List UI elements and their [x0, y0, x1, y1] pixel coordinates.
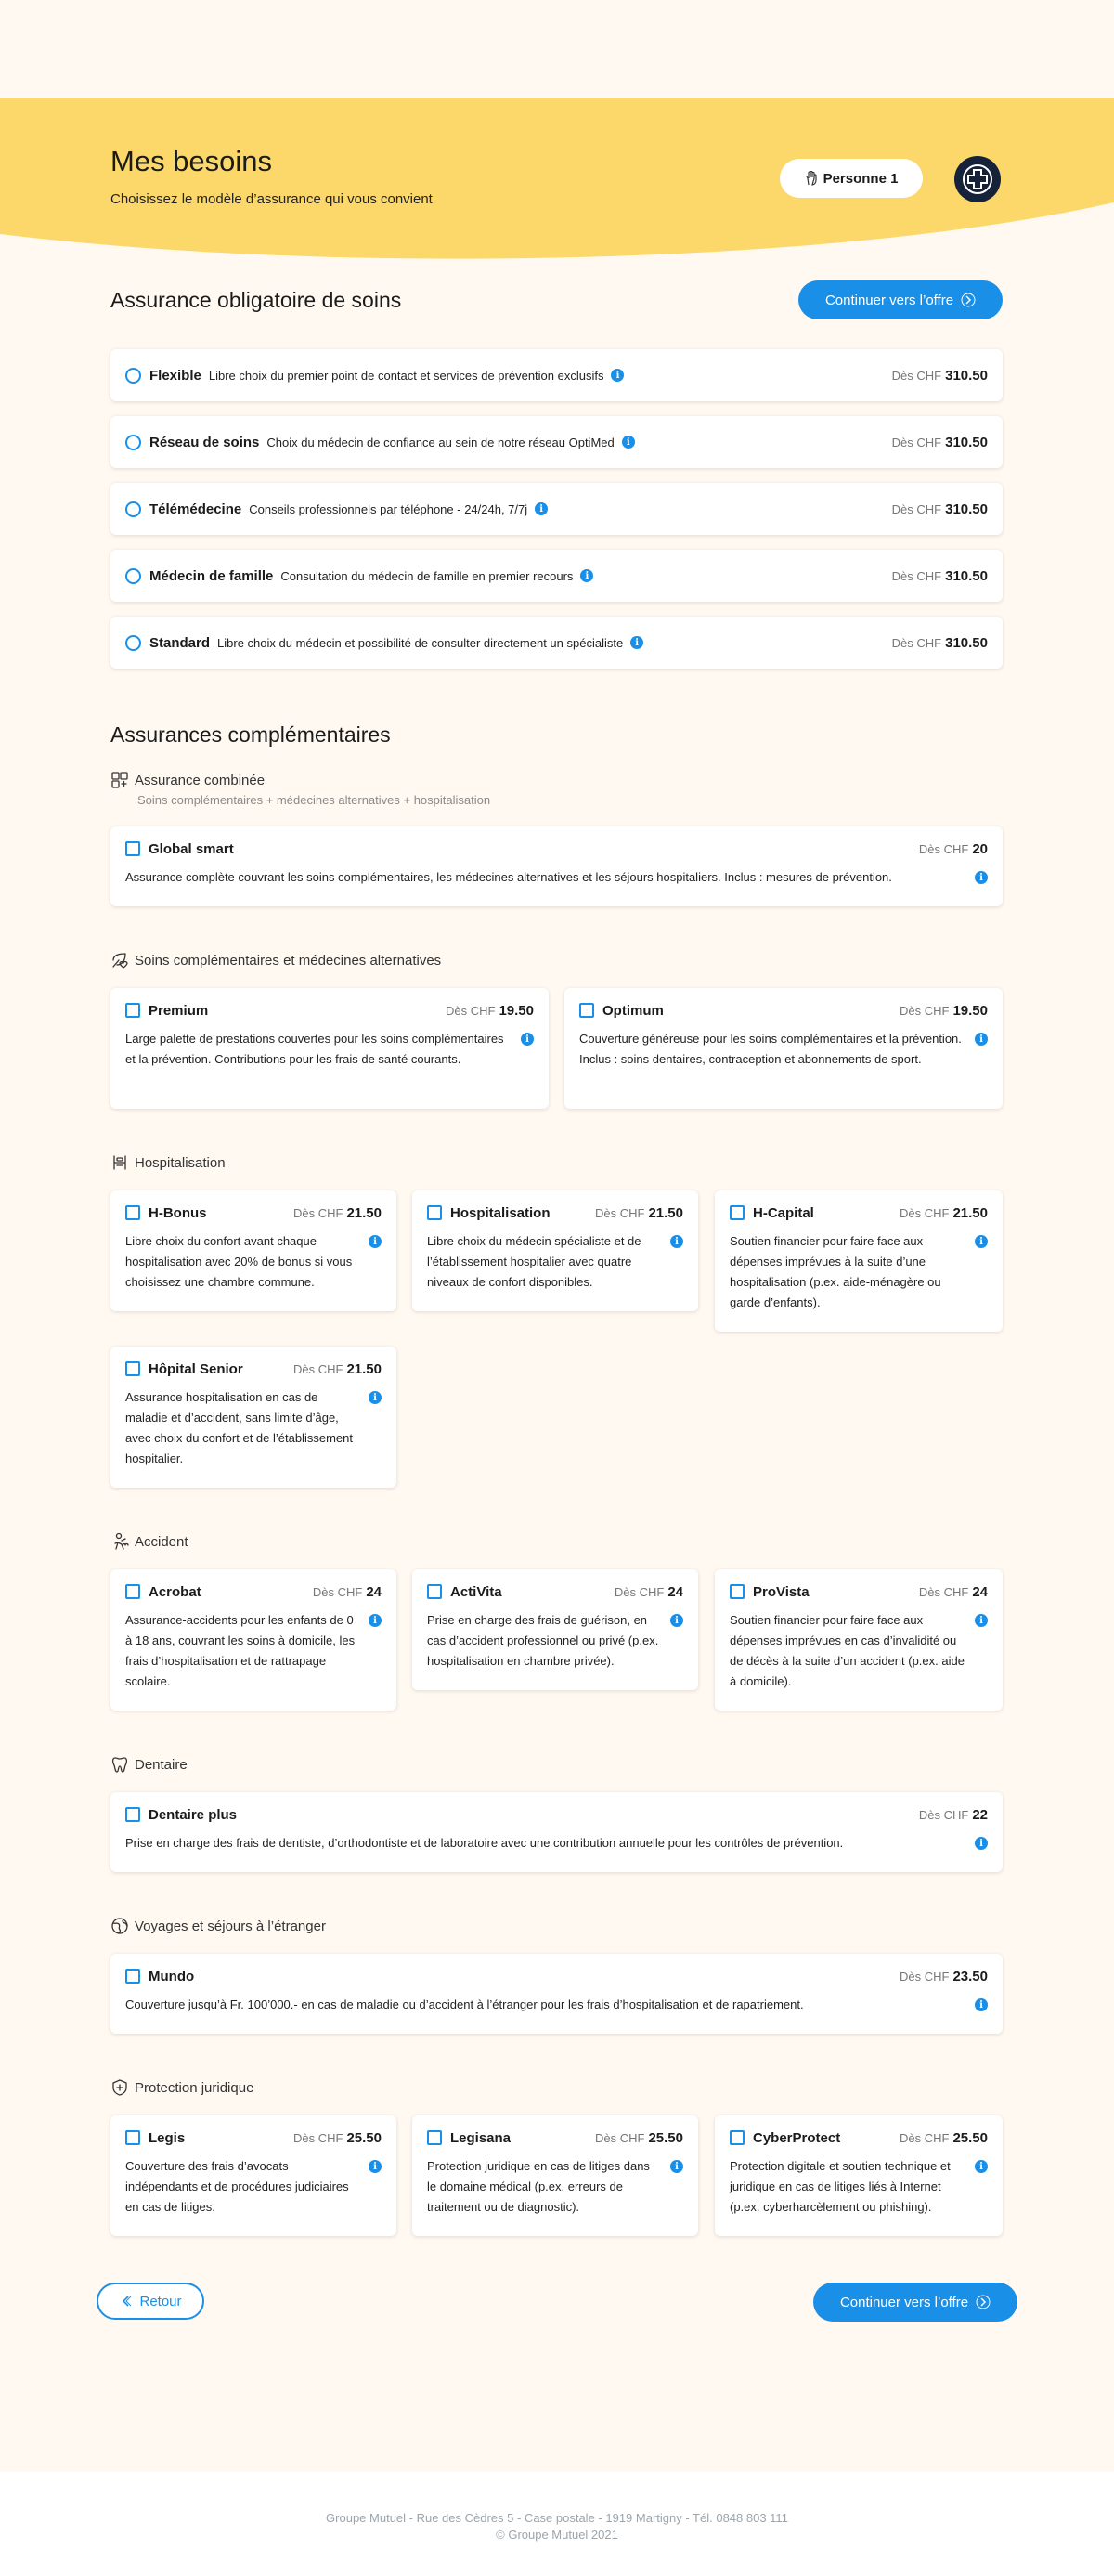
hero-banner: [0, 98, 1114, 264]
product-price: [595, 1205, 683, 1221]
hospital-icon: [110, 1153, 129, 1172]
price-value: 24: [972, 1583, 988, 1600]
option-price: [892, 368, 988, 384]
card-body: [730, 2156, 988, 2218]
info-icon[interactable]: i: [975, 1033, 988, 1046]
category-label: Protection juridique: [135, 2079, 254, 2096]
price-value: 310.50: [945, 634, 988, 651]
checkbox[interactable]: [125, 841, 140, 856]
continue-label: Continuer vers l’offre: [824, 292, 954, 308]
price-prefix: Dès CHF: [614, 1584, 665, 1599]
product-name: H-Capital: [753, 1204, 814, 1221]
option-name: Flexible: [149, 367, 201, 384]
card-header: [125, 1805, 988, 1824]
product-price: [293, 2130, 382, 2146]
price-prefix: Dès CHF: [595, 1205, 645, 1220]
card-body: [125, 1995, 988, 2015]
price-value: 21.50: [648, 1204, 683, 1221]
price-prefix: Dès CHF: [900, 1969, 950, 1984]
info-icon[interactable]: i: [611, 369, 624, 382]
price-prefix: Dès CHF: [312, 1584, 363, 1599]
product-description: Large palette de prestations couvertes pour les soins complémentaires et la prévention. Contributions pour les frais de santé courants.: [125, 1032, 504, 1066]
price-prefix: Dès CHF: [918, 841, 969, 856]
price-prefix: Dès CHF: [293, 1205, 343, 1220]
brand-logo[interactable]: [954, 156, 1001, 202]
price-value: 19.50: [499, 1002, 534, 1019]
product-name: Mundo: [149, 1968, 195, 1984]
obligatoire-option[interactable]: [110, 416, 1003, 468]
price-value: 22: [972, 1806, 988, 1823]
price-value: 20: [972, 840, 988, 857]
product-description: Libre choix du médecin spécialiste et de l’établissement hospitalier avec quatre niveaux de confort disponibles.: [427, 1234, 641, 1289]
back-button[interactable]: [97, 2283, 204, 2320]
category-label: Accident: [135, 1533, 188, 1550]
category-heading: [110, 1153, 226, 1172]
person-label: Personne 1: [823, 170, 899, 187]
product-price: [313, 1584, 382, 1600]
product-description: Assurance complète couvrant les soins complémentaires, les médecines alternatives et les séjours hospitaliers. Inclus : mesures de prévention.: [125, 870, 892, 884]
product-price: [919, 1584, 988, 1600]
card-header: [730, 1582, 988, 1601]
card-body: [730, 1231, 988, 1313]
card-body: [125, 1387, 382, 1469]
product-name: ProVista: [753, 1583, 810, 1600]
product-price: [900, 1205, 988, 1221]
card-body: [125, 1029, 534, 1070]
product-name: Acrobat: [149, 1583, 201, 1600]
price-value: 310.50: [945, 367, 988, 384]
price-prefix: Dès CHF: [918, 1584, 969, 1599]
category-heading: [110, 771, 265, 789]
chevron-left-icon: [119, 2294, 134, 2309]
option-name: Réseau de soins: [149, 434, 260, 450]
person-selector[interactable]: [780, 159, 923, 198]
card-body: [125, 2156, 382, 2218]
checkbox[interactable]: [125, 1807, 140, 1822]
tooth-icon: [110, 1755, 129, 1774]
option-price: [892, 435, 988, 450]
category-label: Voyages et séjours à l’étranger: [135, 1918, 326, 1934]
price-prefix: Dès CHF: [891, 368, 942, 383]
product-description: Soutien financier pour faire face aux dépenses imprévues en cas d’invalidité ou de décès à la suite d’un accident (p.ex. aide à domicile).: [730, 1613, 965, 1688]
category-subtitle: Soins complémentaires + médecines alternatives + hospitalisation: [137, 793, 491, 807]
option-price: [892, 635, 988, 651]
card-header: [427, 2128, 683, 2147]
radio-button[interactable]: [125, 435, 141, 450]
leaf-heart-icon: [110, 951, 129, 969]
product-card[interactable]: [412, 1190, 698, 1311]
info-icon[interactable]: i: [622, 436, 635, 449]
globe-icon: [110, 1917, 129, 1935]
card-body: [730, 1610, 988, 1692]
info-icon[interactable]: i: [975, 2160, 988, 2173]
checkbox[interactable]: [427, 1205, 442, 1220]
obligatoire-option[interactable]: [110, 550, 1003, 602]
obligatoire-option[interactable]: [110, 349, 1003, 401]
product-name: Premium: [149, 1002, 209, 1019]
price-prefix: Dès CHF: [891, 501, 942, 516]
info-icon[interactable]: i: [630, 636, 643, 649]
option-name: Standard: [149, 634, 211, 651]
footer-copyright: © Groupe Mutuel 2021: [496, 2528, 618, 2542]
cross-logo-icon: [962, 163, 993, 195]
info-icon[interactable]: i: [670, 1235, 683, 1248]
card-header: [730, 1203, 988, 1222]
card-body: [427, 2156, 683, 2218]
price-prefix: Dès CHF: [446, 1003, 496, 1018]
option-description: Conseils professionnels par téléphone - 24/24h, 7/7j: [249, 501, 528, 516]
checkbox[interactable]: [125, 1584, 140, 1599]
product-description: Couverture jusqu’à Fr. 100’000.- en cas de maladie ou d’accident à l’étranger pour les frais d’hospitalisation et de rapatriement.: [125, 1997, 804, 2011]
price-prefix: Dès CHF: [900, 1003, 950, 1018]
checkbox[interactable]: [125, 1969, 140, 1984]
price-value: 310.50: [945, 434, 988, 450]
radio-button[interactable]: [125, 635, 141, 651]
category-label: Soins complémentaires et médecines alternatives: [135, 952, 442, 969]
card-header: [125, 1203, 382, 1222]
price-value: 21.50: [346, 1360, 382, 1377]
price-value: 19.50: [952, 1002, 988, 1019]
info-icon[interactable]: i: [369, 1614, 382, 1627]
product-name: Dentaire plus: [149, 1806, 238, 1823]
chevron-right-icon: [961, 293, 976, 307]
product-description: Protection juridique en cas de litiges dans le domaine médical (p.ex. erreurs de traitement ou de diagnostic).: [427, 2159, 650, 2214]
product-description: Protection digitale et soutien technique et juridique en cas de litiges liés à Internet (p.ex. cyberharcèlement ou phishing).: [730, 2159, 951, 2214]
product-card[interactable]: [564, 988, 1003, 1109]
checkbox[interactable]: [427, 2130, 442, 2145]
price-prefix: Dès CHF: [293, 1361, 343, 1376]
price-prefix: Dès CHF: [891, 568, 942, 583]
complementaires-title: Assurances complémentaires: [110, 722, 391, 747]
product-name: Hospitalisation: [450, 1204, 551, 1221]
product-description: Assurance-accidents pour les enfants de 0 à 18 ans, couvrant les soins à domicile, les frais d’hospitalisation et de rattrapage scolaire.: [125, 1613, 356, 1688]
info-icon[interactable]: i: [580, 569, 593, 582]
info-icon[interactable]: i: [670, 1614, 683, 1627]
card-header: [125, 839, 988, 858]
option-name: Télémédecine: [149, 501, 242, 517]
card-header: [730, 2128, 988, 2147]
obligatoire-option[interactable]: [110, 483, 1003, 535]
price-value: 310.50: [945, 501, 988, 517]
product-description: Couverture généreuse pour les soins complémentaires et la prévention. Inclus : soins dentaires, contraception et abonnements de sport.: [579, 1032, 962, 1066]
product-card[interactable]: [110, 988, 549, 1109]
card-header: [125, 1582, 382, 1601]
product-description: Libre choix du confort avant chaque hospitalisation avec 20% de bonus si vous choisissez une chambre commune.: [125, 1234, 353, 1289]
footer: [0, 2472, 1114, 2576]
combined-icon: [110, 771, 129, 789]
product-card[interactable]: [110, 1954, 1003, 2034]
product-card[interactable]: [412, 1569, 698, 1690]
price-prefix: Dès CHF: [891, 435, 942, 449]
option-description: Libre choix du premier point de contact et services de prévention exclusifs: [208, 368, 604, 383]
product-price: [900, 1003, 988, 1019]
product-card[interactable]: [110, 1347, 396, 1488]
price-value: 25.50: [952, 2129, 988, 2146]
price-prefix: Dès CHF: [900, 1205, 950, 1220]
radio-button[interactable]: [125, 501, 141, 517]
card-header: [427, 1203, 683, 1222]
option-description: Libre choix du médecin et possibilité de consulter directement un spécialiste: [217, 635, 624, 650]
product-card[interactable]: [110, 1190, 396, 1311]
info-icon[interactable]: i: [975, 871, 988, 884]
option-price: [892, 568, 988, 584]
product-name: CyberProtect: [753, 2129, 841, 2146]
checkbox[interactable]: [730, 1205, 745, 1220]
category-label: Hospitalisation: [135, 1154, 226, 1171]
product-price: [900, 2130, 988, 2146]
product-name: Legisana: [450, 2129, 512, 2146]
product-price: [900, 1969, 988, 1984]
price-value: 25.50: [346, 2129, 382, 2146]
hand-icon: [805, 171, 818, 186]
card-header: [579, 1001, 988, 1020]
product-name: H-Bonus: [149, 1204, 207, 1221]
info-icon[interactable]: i: [369, 1235, 382, 1248]
option-price: [892, 501, 988, 517]
product-name: Legis: [149, 2129, 186, 2146]
price-prefix: Dès CHF: [891, 635, 942, 650]
product-name: Hôpital Senior: [149, 1360, 243, 1377]
price-value: 24: [667, 1583, 683, 1600]
accident-icon: [110, 1532, 129, 1551]
product-card[interactable]: [110, 2115, 396, 2236]
product-name: ActiVita: [450, 1583, 502, 1600]
info-icon[interactable]: i: [521, 1033, 534, 1046]
product-price: [615, 1584, 683, 1600]
product-price: [919, 1807, 988, 1823]
price-prefix: Dès CHF: [595, 2130, 645, 2145]
card-header: [427, 1582, 683, 1601]
category-heading: [110, 951, 441, 969]
price-value: 21.50: [952, 1204, 988, 1221]
card-header: [125, 1967, 988, 1985]
checkbox[interactable]: [125, 1205, 140, 1220]
checkbox[interactable]: [730, 1584, 745, 1599]
checkbox[interactable]: [125, 1361, 140, 1376]
category-heading: [110, 1755, 188, 1774]
radio-button[interactable]: [125, 368, 141, 384]
price-prefix: Dès CHF: [900, 2130, 950, 2145]
price-value: 25.50: [648, 2129, 683, 2146]
card-body: [427, 1610, 683, 1672]
product-card[interactable]: [110, 826, 1003, 906]
info-icon[interactable]: i: [535, 502, 548, 515]
info-icon[interactable]: i: [975, 1837, 988, 1850]
product-price: [595, 2130, 683, 2146]
card-body: [125, 867, 988, 888]
card-header: [125, 2128, 382, 2147]
price-prefix: Dès CHF: [918, 1807, 969, 1822]
checkbox[interactable]: [579, 1003, 594, 1018]
product-card[interactable]: [412, 2115, 698, 2236]
price-value: 21.50: [346, 1204, 382, 1221]
option-description: Choix du médecin de confiance au sein de notre réseau OptiMed: [266, 435, 615, 449]
obligatoire-title: Assurance obligatoire de soins: [110, 288, 402, 312]
checkbox[interactable]: [125, 1003, 140, 1018]
info-icon[interactable]: i: [975, 1235, 988, 1248]
card-body: [427, 1231, 683, 1293]
product-price: [446, 1003, 534, 1019]
product-price: [919, 841, 988, 857]
card-body: [579, 1029, 988, 1070]
checkbox[interactable]: [730, 2130, 745, 2145]
product-card[interactable]: [110, 1569, 396, 1711]
card-header: [125, 1001, 534, 1020]
product-description: Couverture des frais d’avocats indépendants et de procédures judiciaires en cas de litiges.: [125, 2159, 349, 2214]
obligatoire-option[interactable]: [110, 617, 1003, 669]
back-label: Retour: [139, 2293, 182, 2309]
product-card[interactable]: [715, 2115, 1003, 2236]
info-icon[interactable]: i: [975, 1614, 988, 1627]
product-card[interactable]: [715, 1190, 1003, 1332]
footer-address: Groupe Mutuel - Rue des Cèdres 5 - Case postale - 1919 Martigny - Tél. 0848 803 111: [326, 2511, 788, 2525]
category-heading: [110, 1917, 326, 1935]
card-body: [125, 1833, 988, 1854]
card-body: [125, 1610, 382, 1692]
price-value: 310.50: [945, 567, 988, 584]
page-subtitle: Choisissez le modèle d’assurance qui vous convient: [110, 191, 433, 207]
card-header: [125, 1360, 382, 1378]
checkbox[interactable]: [125, 2130, 140, 2145]
category-heading: [110, 2078, 253, 2097]
shield-icon: [110, 2078, 129, 2097]
product-card[interactable]: [715, 1569, 1003, 1711]
price-value: 23.50: [952, 1968, 988, 1984]
product-description: Prise en charge des frais de dentiste, d’orthodontiste et de laboratoire avec une contribution annuelle pour les contrôles de prévention.: [125, 1836, 844, 1850]
card-body: [125, 1231, 382, 1293]
product-description: Assurance hospitalisation en cas de maladie et d’accident, sans limite d’âge, avec choix du confort et de l’établissement hospitalier.: [125, 1390, 353, 1465]
category-label: Assurance combinée: [135, 772, 266, 788]
checkbox[interactable]: [427, 1584, 442, 1599]
product-price: [293, 1205, 382, 1221]
continue-button-top[interactable]: [798, 280, 1003, 319]
page-title: Mes besoins: [110, 145, 273, 177]
radio-button[interactable]: [125, 568, 141, 584]
info-icon[interactable]: i: [369, 2160, 382, 2173]
info-icon[interactable]: i: [975, 1998, 988, 2011]
category-heading: [110, 1532, 188, 1551]
product-name: Global smart: [149, 840, 234, 857]
info-icon[interactable]: i: [369, 1391, 382, 1404]
category-label: Dentaire: [135, 1756, 188, 1773]
chevron-right-icon: [976, 2295, 991, 2309]
product-price: [293, 1361, 382, 1377]
product-card[interactable]: [110, 1792, 1003, 1872]
continue-label-bottom: Continuer vers l’offre: [839, 2294, 969, 2310]
price-value: 24: [366, 1583, 382, 1600]
product-name: Optimum: [602, 1002, 664, 1019]
option-description: Consultation du médecin de famille en premier recours: [280, 568, 574, 583]
option-name: Médecin de famille: [149, 567, 274, 584]
info-icon[interactable]: i: [670, 2160, 683, 2173]
price-prefix: Dès CHF: [293, 2130, 343, 2145]
product-description: Prise en charge des frais de guérison, en cas d’accident professionnel ou privé (p.ex. hospitalisation en chambre privée).: [427, 1613, 659, 1668]
continue-button-bottom[interactable]: [813, 2283, 1017, 2322]
product-description: Soutien financier pour faire face aux dépenses imprévues à la suite d’une hospitalisation (p.ex. aide-ménagère ou garde d’enfants).: [730, 1234, 941, 1309]
